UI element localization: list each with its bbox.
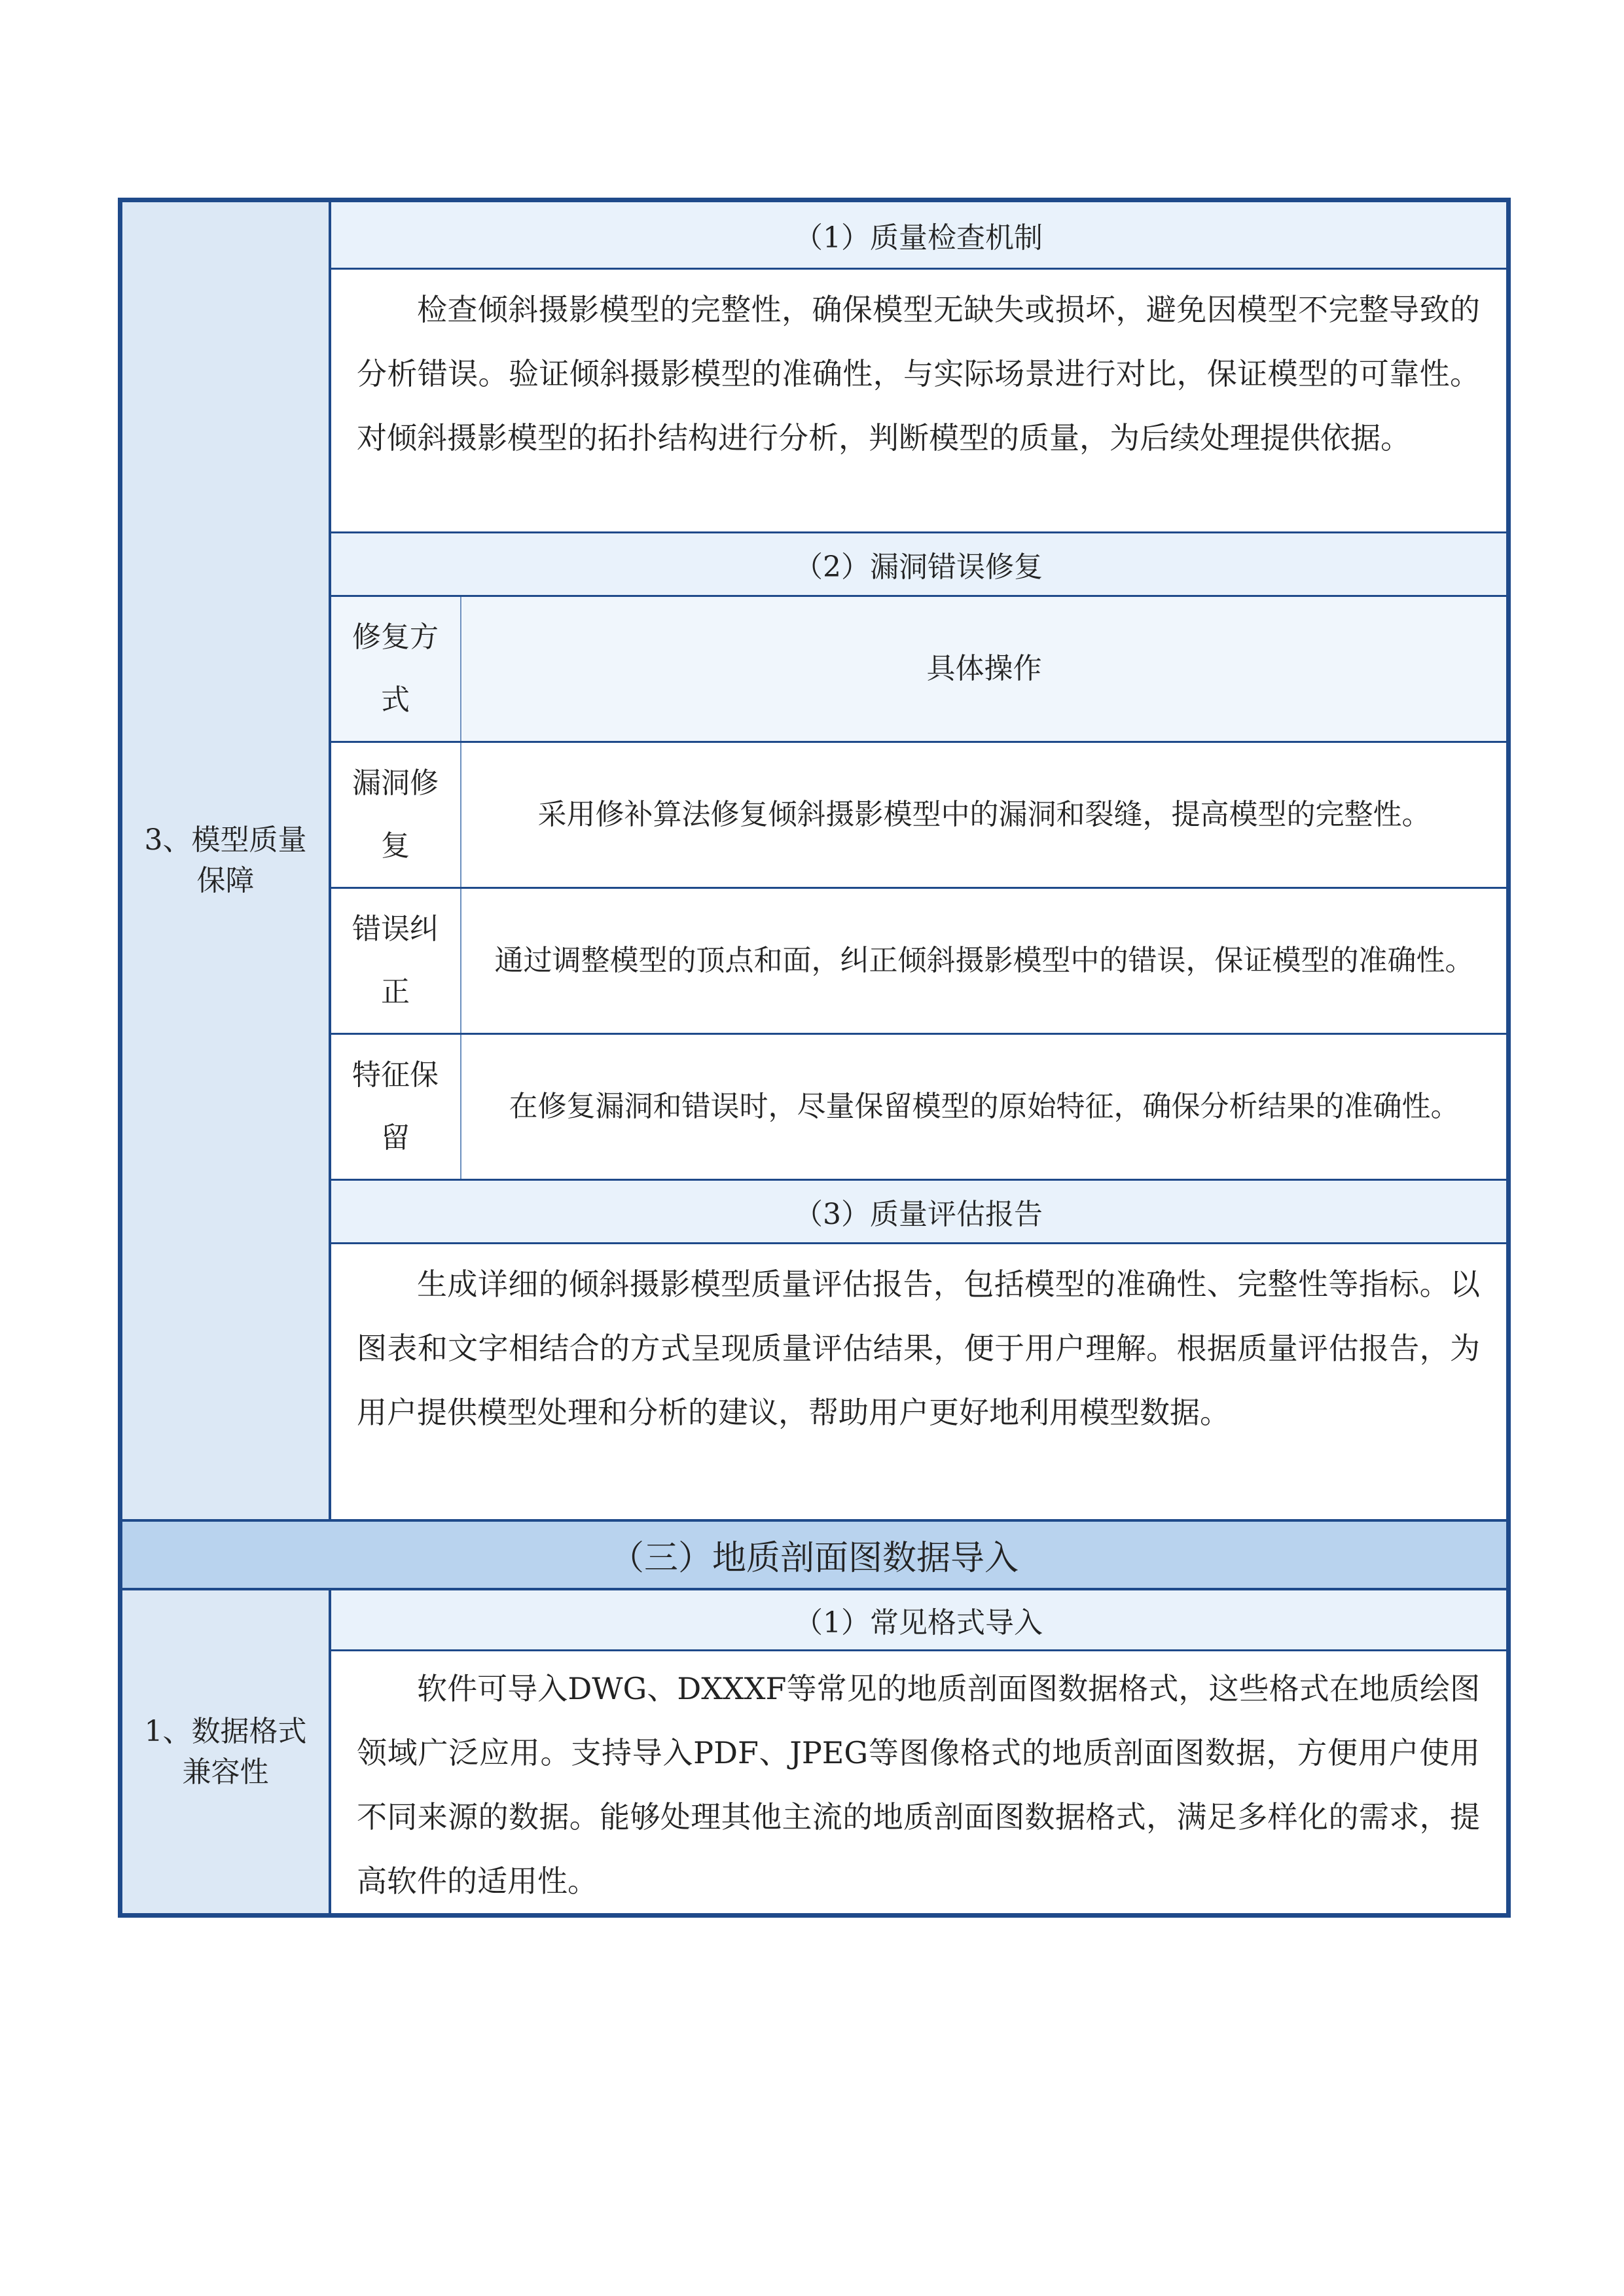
repair-row-3-operation (462, 1035, 1506, 1179)
quality-check-header (331, 202, 1506, 268)
repair-row-operation: 通过调整模型的顶点和面，纠正倾斜摄影模型中的错误，保证模型的准确性。 (494, 944, 1474, 977)
geologic-section-import-header (122, 1521, 1506, 1588)
repair-row-operation: 在修复漏洞和错误时，尽量保留模型的原始特征，确保分析结果的准确性。 (509, 1090, 1460, 1123)
repair-row-method: 漏洞修复 (352, 766, 439, 863)
format-import-text: 软件可导入DWG、DXXXF等常见的地质剖面图数据格式，这些格式在地质绘图领域广泛应用。支持导入PDF、JPEG等图像格式的地质剖面图数据，方便用户使用不同来源的数据。能够处理其他主流的地质剖面图数据格式，满足多样化的需求，提高软件的适用性。 (357, 1671, 1480, 1899)
repair-row-2-method (331, 889, 460, 1033)
divider (331, 887, 1506, 889)
divider (331, 741, 1506, 743)
quality-check-body (331, 270, 1506, 531)
hole-repair-header (331, 533, 1506, 595)
format-import-title: （1）常见格式导入 (794, 1606, 1043, 1640)
divider (329, 202, 331, 1521)
quality-check-title: （1）质量检查机制 (794, 221, 1043, 255)
geologic-section-import-title: （三）地质剖面图数据导入 (609, 1539, 1019, 1578)
repair-row-2-operation (462, 889, 1506, 1033)
quality-report-text: 生成详细的倾斜摄影模型质量评估报告，包括模型的准确性、完整性等指标。以图表和文字相结合的方式呈现质量评估结果，便于用户理解。根据质量评估报告，为用户提供模型处理和分析的建议，帮助用户更好地利用模型数据。 (357, 1266, 1480, 1430)
repair-row-method: 特征保留 (352, 1058, 439, 1155)
format-import-header (331, 1590, 1506, 1649)
repair-row-method: 错误纠正 (352, 912, 439, 1009)
section-1-label-cell (122, 1590, 329, 1913)
hole-repair-title: （2）漏洞错误修复 (794, 550, 1043, 584)
repair-row-operation: 采用修补算法修复倾斜摄影模型中的漏洞和裂缝，提高模型的完整性。 (537, 798, 1431, 831)
section-3-label: 3、模型质量保障 (144, 823, 307, 897)
divider (329, 1588, 331, 1913)
repair-table-method-header (331, 597, 460, 741)
repair-row-1-method (331, 743, 460, 887)
repair-row-3-method (331, 1035, 460, 1179)
document-table (118, 198, 1511, 1918)
divider (122, 1519, 1506, 1522)
divider (331, 1649, 1506, 1651)
divider (331, 595, 1506, 597)
divider (331, 1242, 1506, 1244)
section-3-label-cell (122, 202, 329, 1519)
method-header-label: 修复方式 (352, 620, 439, 717)
quality-check-text: 检查倾斜摄影模型的完整性，确保模型无缺失或损坏，避免因模型不完整导致的分析错误。验证倾斜摄影模型的准确性，与实际场景进行对比，保证模型的可靠性。对倾斜摄影模型的拓扑结构进行分析，判断模型的质量，为后续处理提供依据。 (357, 292, 1480, 456)
divider (331, 1179, 1506, 1181)
format-import-body (331, 1651, 1506, 1913)
divider (331, 531, 1506, 533)
quality-report-title: （3）质量评估报告 (794, 1198, 1043, 1231)
divider (331, 1033, 1506, 1035)
repair-table-operation-header (462, 597, 1506, 741)
divider (122, 1588, 1506, 1590)
repair-row-1-operation (462, 743, 1506, 887)
divider (331, 268, 1506, 270)
quality-report-body (331, 1244, 1506, 1519)
operation-header-label: 具体操作 (926, 652, 1042, 685)
quality-report-header (331, 1181, 1506, 1242)
section-1-label: 1、数据格式兼容性 (144, 1714, 307, 1789)
